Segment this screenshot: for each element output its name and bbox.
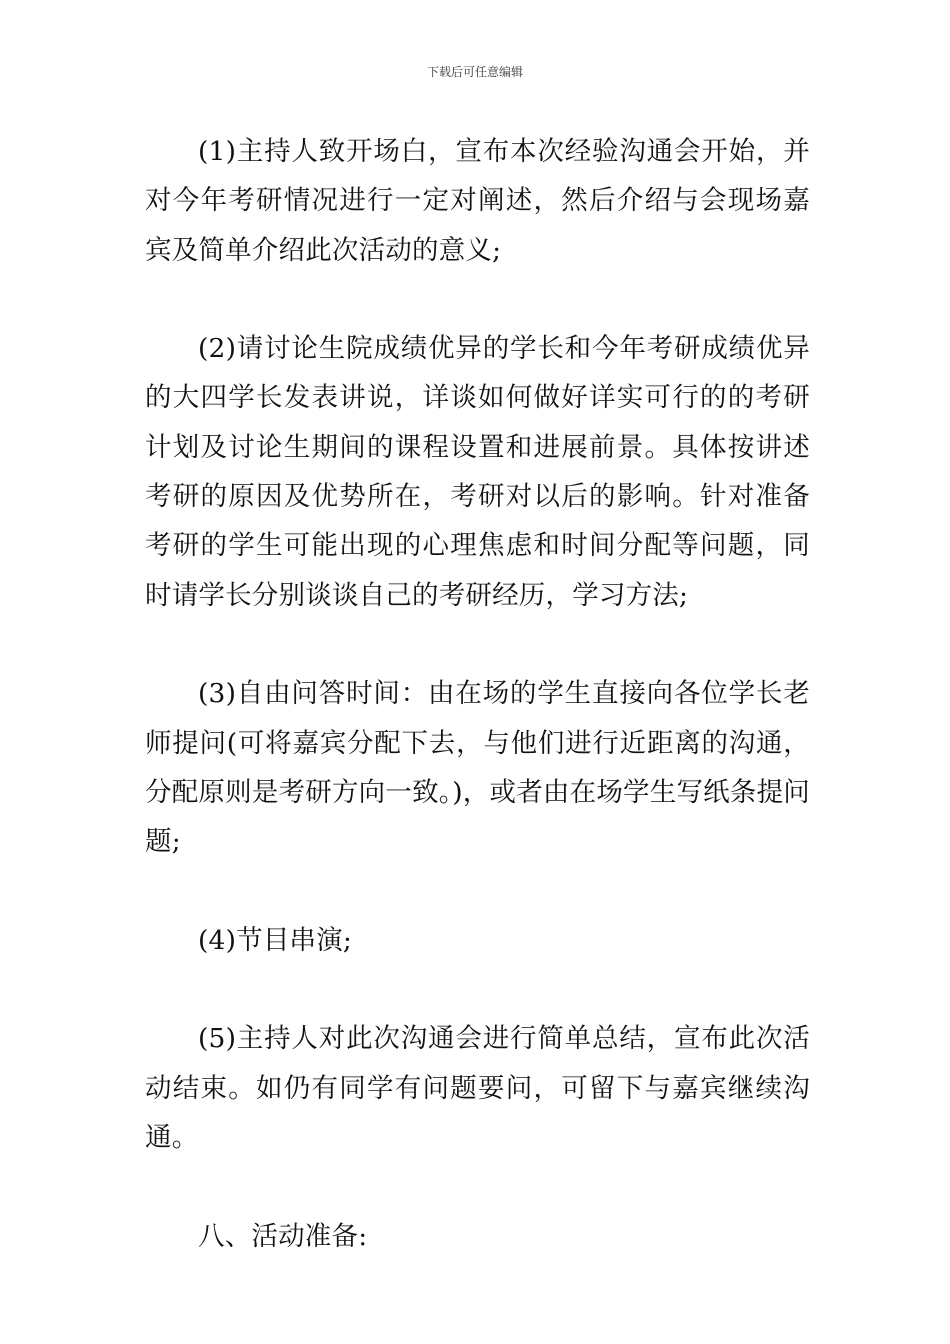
paragraph-spacer xyxy=(145,866,810,915)
page-header: 下载后可任意编辑 xyxy=(426,65,523,79)
paragraph-spacer xyxy=(145,275,810,324)
paragraph-item-2: (2)请讨论生院成绩优异的学长和今年考研成绩优异的大四学长发表讲说，详谈如何做好详实可行的的考研计划及讨论生期间的课程设置和进展前景。具体按讲述考研的原因及优势所在，考研对以后的影响。针对准备考研的学生可能出现的心理焦虑和时间分配等问题，同时请学长分别谈谈自己的考研经历，学习方法; xyxy=(145,333,810,611)
paragraph-item-4: (4)节目串演; xyxy=(198,924,353,956)
document-body xyxy=(145,127,810,1261)
paragraph-spacer xyxy=(145,620,810,669)
paragraph-spacer xyxy=(145,965,810,1014)
paragraph-spacer xyxy=(145,1162,810,1211)
section-heading-activity-prep: 八、活动准备: xyxy=(198,1220,368,1252)
paragraph-item-5: (5)主持人对此次沟通会进行简单总结，宣布此次活动结束。如仍有同学有问题要问，可留下与嘉宾继续沟通。 xyxy=(145,1023,810,1153)
paragraph-item-1: (1)主持人致开场白，宣布本次经验沟通会开始，并对今年考研情况进行一定对阐述，然后介绍与会现场嘉宾及简单介绍此次活动的意义; xyxy=(145,136,810,266)
paragraph-item-3: (3)自由问答时间：由在场的学生直接向各位学长老师提问(可将嘉宾分配下去，与他们进行近距离的沟通，分配原则是考研方向一致。)，或者由在场学生写纸条提问题; xyxy=(145,678,810,858)
